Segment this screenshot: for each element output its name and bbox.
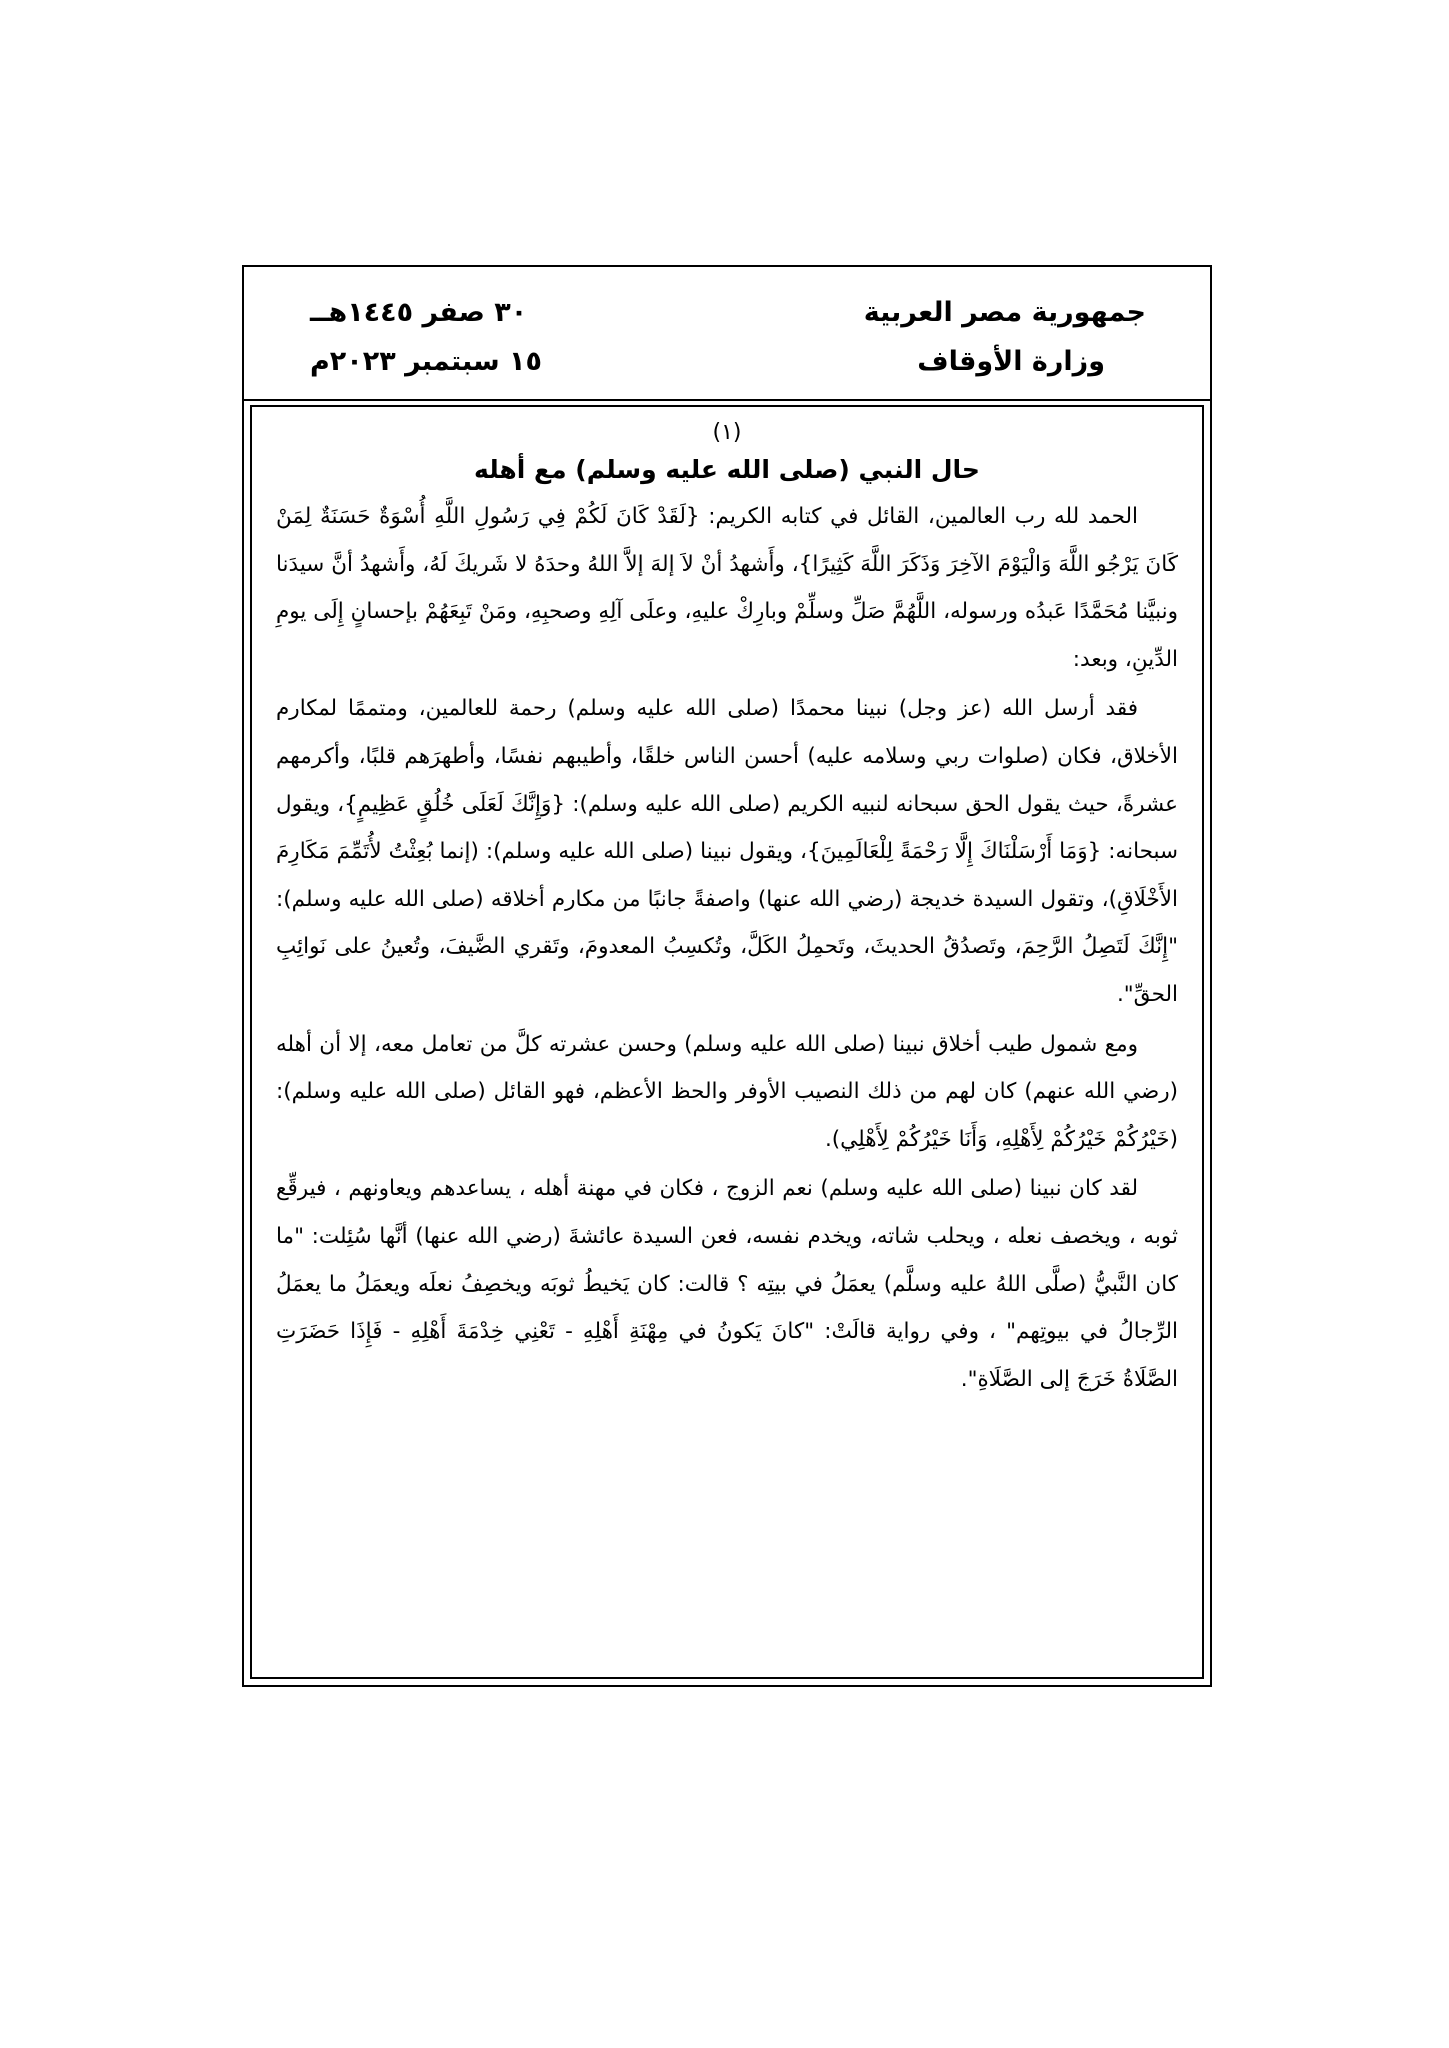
- sermon-body-box: [250, 405, 1204, 1679]
- paragraph-intro: الحمد لله رب العالمين، القائل في كتابه الكريم: {لَقَدْ كَانَ لَكُمْ فِي رَسُولِ اللَّهِ أُسْوَةٌ حَسَنَةٌ لِمَنْ كَانَ يَرْجُو اللَّهَ وَالْيَوْمَ الآخِرَ وَذَكَرَ اللَّهَ كَثِيرًا}، وأَشهدُ أنْ لاَ إلهَ إلاَّ اللهُ وحدَهُ لا شَريكَ لَهُ، وأَشهدُ أنَّ سيدَنا ونبيَّنا مُحَمَّدًا عَبدُه ورسوله، اللَّهُمَّ صَلِّ وسلِّمْ وبارِكْ عليهِ، وعلَى آلِهِ وصحبِهِ، ومَنْ تَبِعَهُمْ بإحسانٍ إِلَى يومِ الدِّينِ، وبعد:: [276, 504, 1178, 672]
- gregorian-date: ١٥ سبتمبر ٢٠٢٣م: [310, 346, 543, 377]
- paragraph-prophet-character: فقد أرسل الله (عز وجل) نبينا محمدًا (صلى الله عليه وسلم) رحمة للعالمين، ومتممًا لمكارم الأخلاق، فكان (صلوات ربي وسلامه عليه) أحسن الناس خلقًا، وأطيبهم نفسًا، وأطهرَهم قلبًا، وأكرمهم عشرةً، حيث يقول الحق سبحانه لنبيه الكريم (صلى الله عليه وسلم): {وَإِنَّكَ لَعَلَى خُلُقٍ عَظِيمٍ}، ويقول سبحانه: {وَمَا أَرْسَلْنَاكَ إِلَّا رَحْمَةً لِلْعَالَمِينَ}، ويقول نبينا (صلى الله عليه وسلم): (إنما بُعِثْتُ لأُتَمِّمَ مَكَارِمَ الأَخْلَاقِ)، وتقول السيدة خديجة (رضي الله عنها) واصفةً جانبًا من مكارم أخلاقه (صلى الله عليه وسلم): "إِنَّكَ لَتَصِلُ الرَّحِمَ، وتَصدُقُ الحديثَ، وتَحمِلُ الكَلَّ، وتُكسِبُ المعدومَ، وتَقري الضَّيفَ، وتُعينُ على نَوائِبِ الحقِّ".: [276, 696, 1178, 1007]
- document-header: [244, 267, 1210, 401]
- paragraph-household-work: لقد كان نبينا (صلى الله عليه وسلم) نعم الزوج ، فكان في مهنة أهله ، يساعدهم ويعاونهم ، فيرقِّع ثوبه ، ويخصف نعله ، ويحلب شاته، ويخدم نفسه، فعن السيدة عائشةَ (رضي الله عنها) أنَّها سُئِلت: "ما كان النَّبيُّ (صلَّى اللهُ عليه وسلَّم) يعمَلُ في بيتِه ؟ قالت: كان يَخيطُ ثوبَه ويخصِفُ نعلَه ويعمَلُ ما يعمَلُ الرِّجالُ في بيوتِهم" ، وفي رواية قالَتْ: "كانَ يَكونُ في مِهْنَةِ أَهْلِهِ - تَعْنِي خِدْمَةَ أَهْلِهِ - فَإِذَا حَضَرَتِ الصَّلَاةُ خَرَجَ إلى الصَّلَاةِ".: [276, 1176, 1178, 1392]
- ministry-name: وزارة الأوقاف: [917, 346, 1105, 377]
- section-number: (١): [712, 420, 742, 445]
- paragraph-family-share: ومع شمول طيب أخلاق نبينا (صلى الله عليه وسلم) وحسن عشرته كلَّ من تعامل معه، إلا أن أهله (رضي الله عنهم) كان لهم من ذلك النصيب الأوفر والحظ الأعظم، فهو القائل (صلى الله عليه وسلم): (خَيْرُكُمْ خَيْرُكُمْ لِأَهْلِهِ، وَأَنَا خَيْرُكُمْ لِأَهْلِي).: [276, 1031, 1178, 1152]
- section-title: حال النبي (صلى الله عليه وسلم) مع أهله: [474, 455, 980, 484]
- document-frame: [242, 265, 1212, 1687]
- sermon-content: [276, 415, 1178, 1403]
- hijri-date: ٣٠ صفر ١٤٤٥هــ: [310, 297, 528, 328]
- country-name: جمهورية مصر العربية: [863, 297, 1146, 328]
